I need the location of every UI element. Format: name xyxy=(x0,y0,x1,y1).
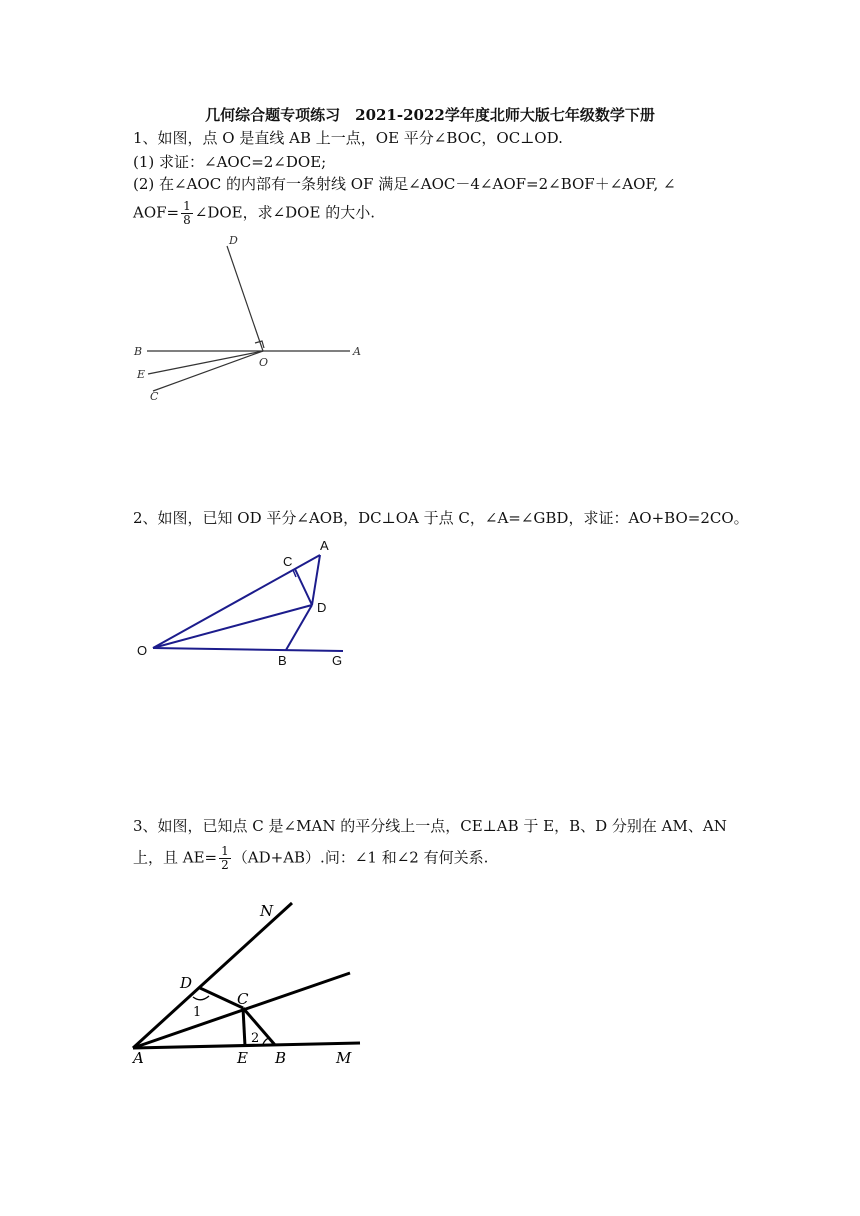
fig2-label-o: O xyxy=(137,643,148,658)
fig2-label-g: G xyxy=(332,653,343,668)
problem-3-line-1: 3、如图，已知点 C 是∠MAN 的平分线上一点，CE⊥AB 于 E，B、D 分别在 AM、AN xyxy=(133,817,727,835)
problem-2-line-1: 2、如图，已知 OD 平分∠AOB，DC⊥OA 于点 C，∠A=∠GBD，求证：AO+BO=2CO。 xyxy=(133,509,749,527)
fig3-label-n: N xyxy=(260,902,274,920)
problem-3-line-2-start: 上，且 AE= xyxy=(133,848,218,867)
ray-am xyxy=(133,1043,360,1048)
fig1-label-c: C xyxy=(150,390,159,403)
segment-cd xyxy=(295,569,312,605)
right-angle-mark-c xyxy=(286,570,296,577)
figure-1 xyxy=(147,246,350,391)
fig2-label-d: D xyxy=(317,600,327,615)
problem-1-line-4-start: AOF= xyxy=(133,203,180,222)
fig3-label-angle-2: 2 xyxy=(251,1031,260,1046)
page-title: 几何综合题专项练习 2021-2022学年度北师大版七年级数学下册 xyxy=(205,106,655,124)
ray-og xyxy=(153,648,343,651)
right-angle-mark xyxy=(255,341,264,348)
ray-od xyxy=(227,246,263,351)
fig3-label-c: C xyxy=(237,990,249,1008)
problem-1-line-1: 1、如图，点 O 是直线 AB 上一点，OE 平分∠BOC，OC⊥OD. xyxy=(133,129,563,147)
fraction-denominator: 2 xyxy=(221,858,229,872)
fig1-label-d: D xyxy=(229,234,238,247)
fig2-label-c: C xyxy=(283,554,293,569)
fig3-label-b: B xyxy=(275,1049,287,1067)
segment-ce xyxy=(243,1008,245,1046)
bisector-ac xyxy=(133,973,350,1048)
problem-3-line-2-end: （AD+AB）.问：∠1 和∠2 有何关系. xyxy=(232,848,489,867)
problem-1-line-2: (1) 求证：∠AOC=2∠DOE; xyxy=(133,153,327,171)
fraction-numerator: 1 xyxy=(183,199,191,213)
fig2-label-a: A xyxy=(320,538,329,553)
fig1-label-e: E xyxy=(137,368,146,381)
fig3-label-d: D xyxy=(180,974,193,992)
fig3-label-angle-1: 1 xyxy=(193,1005,202,1020)
angle-1-arc xyxy=(193,996,209,1000)
fig3-label-e: E xyxy=(237,1049,248,1067)
fig1-label-a: A xyxy=(353,345,361,358)
fraction-denominator: 8 xyxy=(183,213,191,227)
fig2-label-b: B xyxy=(278,653,287,668)
ray-oc xyxy=(153,351,263,391)
fig1-label-o: O xyxy=(259,356,269,369)
problem-3-fraction xyxy=(219,845,231,872)
ray-an xyxy=(133,903,292,1048)
problem-3-line-2 xyxy=(133,845,488,872)
segment-od xyxy=(153,605,312,648)
fig1-label-b: B xyxy=(134,345,143,358)
fig3-label-a: A xyxy=(133,1049,144,1067)
ray-oe xyxy=(148,351,263,374)
problem-1-line-3: (2) 在∠AOC 的内部有一条射线 OF 满足∠AOC－4∠AOF=2∠BOF＋∠AOF, ∠ xyxy=(133,175,676,193)
figure-3 xyxy=(133,903,360,1048)
fig3-label-m: M xyxy=(336,1049,352,1067)
segment-ad xyxy=(312,555,320,605)
problem-1-line-4-end: ∠DOE，求∠DOE 的大小. xyxy=(194,203,375,222)
figure-2 xyxy=(153,555,343,651)
fraction-numerator: 1 xyxy=(221,844,229,858)
